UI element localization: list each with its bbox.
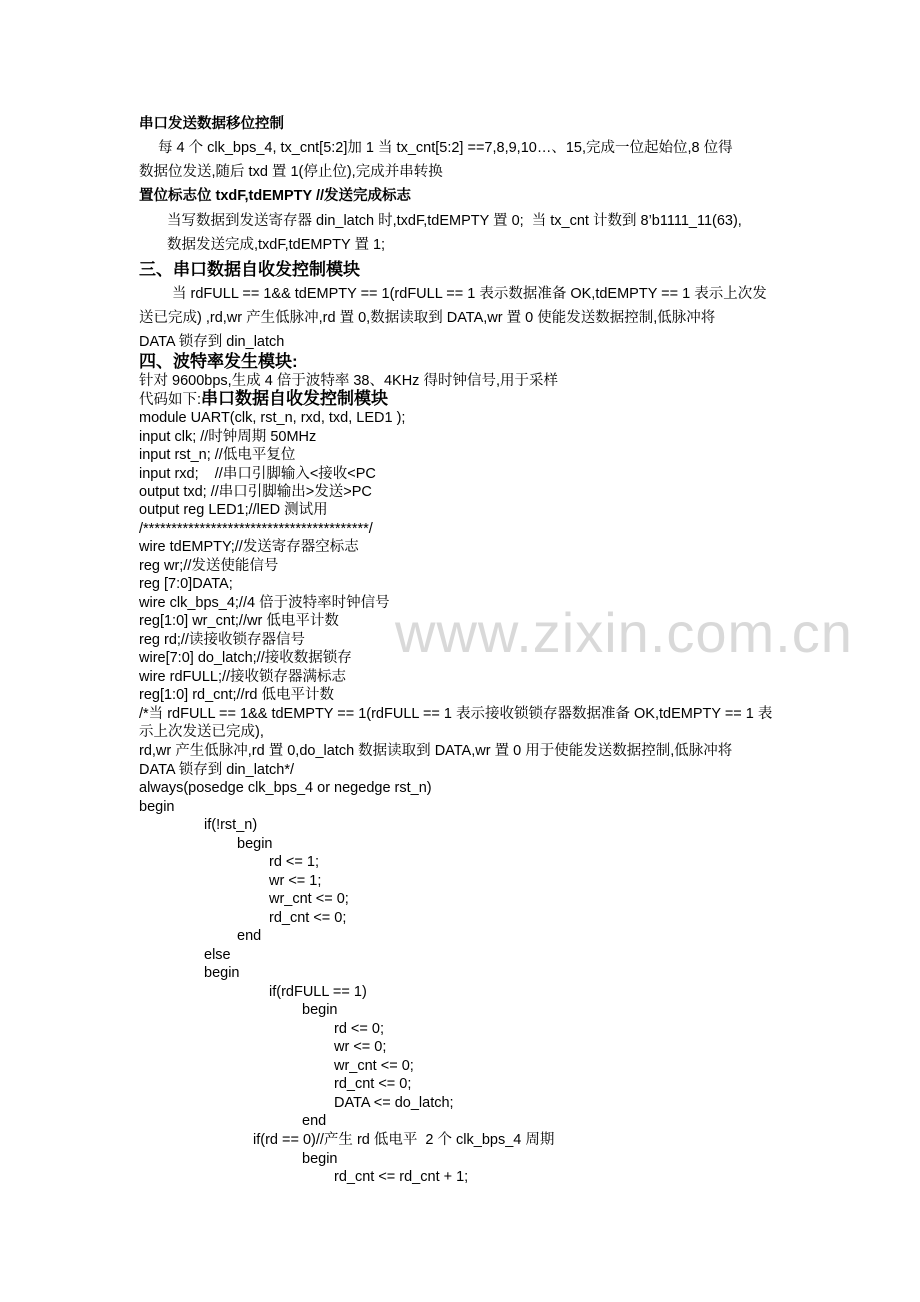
- paragraph-line: 当 rdFULL == 1&& tdEMPTY == 1(rdFULL == 1 表示数据准备 OK,tdEMPTY == 1 表示上次发: [172, 286, 767, 302]
- paragraph-line: 数据位发送,随后 txd 置 1(停止位),完成并串转换: [139, 164, 443, 180]
- paragraph-line: 当写数据到发送寄存器 din_latch 时,txdF,tdEMPTY 置 0; 当 tx_cnt 计数到 8’b1111_11(63),: [167, 213, 742, 229]
- code-line: reg[1:0] rd_cnt;//rd 低电平计数: [139, 687, 335, 703]
- code-line: wire rdFULL;//接收锁存器满标志: [139, 669, 347, 685]
- code-line: wr <= 1;: [269, 873, 322, 889]
- paragraph-line: 每 4 个 clk_bps_4, tx_cnt[5:2]加 1 当 tx_cnt[5:2] ==7,8,9,10…、15,完成一位起始位,8 位得: [158, 140, 733, 156]
- section-heading-tx-shift: 串口发送数据移位控制: [139, 116, 284, 132]
- section-title-4: 四、波特率发生模块:: [139, 352, 298, 371]
- paragraph-line: DATA 锁存到 din_latch: [139, 334, 285, 350]
- code-line: output txd; //串口引脚输出>发送>PC: [139, 484, 372, 500]
- code-line: always(posedge clk_bps_4 or negedge rst_n): [139, 780, 432, 796]
- code-line: output reg LED1;//lED 测试用: [139, 502, 328, 518]
- code-line: rd_cnt <= rd_cnt + 1;: [334, 1169, 469, 1185]
- code-line: rd,wr 产生低脉冲,rd 置 0,do_latch 数据读取到 DATA,wr 置 0 用于使能发送数据控制,低脉冲将: [139, 743, 733, 759]
- code-line: begin: [139, 799, 175, 815]
- code-line: /****************************************/: [139, 521, 373, 537]
- paragraph-line: 数据发送完成,txdF,tdEMPTY 置 1;: [167, 237, 386, 253]
- code-line: module UART(clk, rst_n, rxd, txd, LED1 );: [139, 410, 406, 426]
- code-line: wire tdEMPTY;//发送寄存器空标志: [139, 539, 359, 555]
- code-line: else: [204, 947, 231, 963]
- code-line: reg rd;//读接收锁存器信号: [139, 632, 305, 648]
- code-line: wr_cnt <= 0;: [334, 1058, 414, 1074]
- code-line: wr <= 0;: [334, 1039, 387, 1055]
- code-line: DATA <= do_latch;: [334, 1095, 454, 1111]
- code-line: end: [302, 1113, 327, 1129]
- code-line: if(rd == 0)//产生 rd 低电平 2 个 clk_bps_4 周期: [253, 1132, 555, 1148]
- code-comment-block: /*当 rdFULL == 1&& tdEMPTY == 1(rdFULL == 1 表示接收锁锁存器数据准备 OK,tdEMPTY == 1 表示上次发送已完成),: [139, 706, 773, 740]
- code-line: begin: [237, 836, 273, 852]
- watermark: www.zixin.com.cn: [395, 601, 853, 664]
- code-line: if(rdFULL == 1): [269, 984, 367, 1000]
- code-line: wire[7:0] do_latch;//接收数据锁存: [139, 650, 352, 666]
- paragraph-line: 送已完成) ,rd,wr 产生低脉冲,rd 置 0,数据读取到 DATA,wr 置 0 使能发送数据控制,低脉冲将: [139, 310, 716, 326]
- code-intro-title: 串口数据自收发控制模块: [201, 389, 389, 408]
- code-line: reg[1:0] wr_cnt;//wr 低电平计数: [139, 613, 339, 629]
- code-line: rd <= 1;: [269, 854, 319, 870]
- code-intro-line: [139, 390, 388, 409]
- code-line: begin: [302, 1151, 338, 1167]
- code-line: input rxd; //串口引脚输入<接收<PC: [139, 466, 376, 482]
- paragraph-line: 针对 9600bps,生成 4 倍于波特率 38、4KHz 得时钟信号,用于采样: [139, 373, 558, 389]
- code-line: reg wr;//发送使能信号: [139, 558, 279, 574]
- section-title-3: 三、串口数据自收发控制模块: [139, 260, 360, 279]
- code-intro-label: 代码如下:: [139, 392, 202, 408]
- code-line: begin: [204, 965, 240, 981]
- code-line: wire clk_bps_4;//4 倍于波特率时钟信号: [139, 595, 390, 611]
- section-heading-flags: 置位标志位 txdF,tdEMPTY //发送完成标志: [139, 188, 412, 204]
- code-line: input clk; //时钟周期 50MHz: [139, 429, 317, 445]
- code-line: rd_cnt <= 0;: [334, 1076, 412, 1092]
- code-line: rd_cnt <= 0;: [269, 910, 347, 926]
- code-line: begin: [302, 1002, 338, 1018]
- code-line: input rst_n; //低电平复位: [139, 447, 296, 463]
- code-line: wr_cnt <= 0;: [269, 891, 349, 907]
- code-line: if(!rst_n): [204, 817, 258, 833]
- code-line: end: [237, 928, 262, 944]
- code-line: DATA 锁存到 din_latch*/: [139, 762, 294, 778]
- code-line: rd <= 0;: [334, 1021, 384, 1037]
- code-line: reg [7:0]DATA;: [139, 576, 233, 592]
